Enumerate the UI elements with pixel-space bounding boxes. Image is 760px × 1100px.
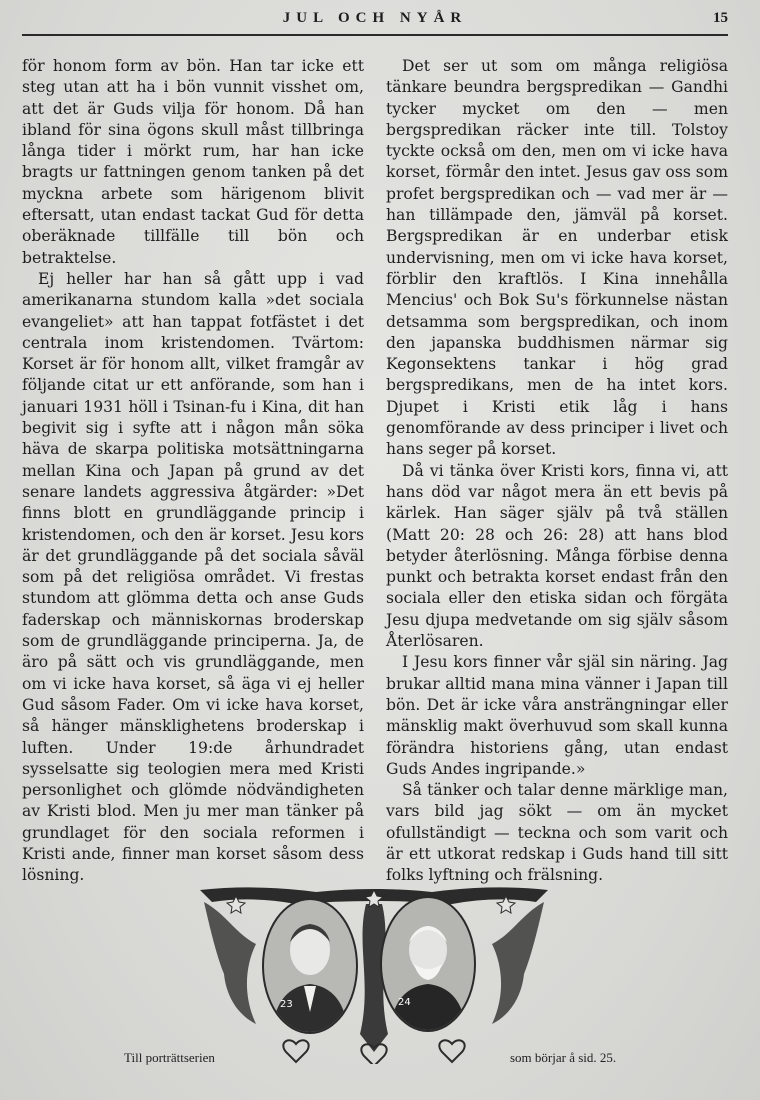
- caption-left: Till porträttserien: [124, 1050, 215, 1065]
- portrait-illustration: [196, 884, 552, 1064]
- paragraph: Då vi tänka över Kristi kors, finna vi, att hans död var något mera än ett bevis på kärlek. Han säger själv på två ställen (Matt 20: 28 och 26: 28) att hans blod betyder återlösning. Många förbise denna punkt och betrakta korset endast från den sociala eller den etiska sidan och förgäta Jesu djupa medvetande om sig själv såsom Återlösaren.: [386, 461, 728, 651]
- caption-right: som börjar å sid. 25.: [510, 1050, 617, 1065]
- paragraph: Så tänker och talar denne märklige man, vars bild jag sökt — om än mycket ofullständigt — teckna och som varit och är ett utkorat redskap i Guds hand till sitt folks lyftning och frälsning.: [386, 781, 728, 885]
- portrait-right: [380, 896, 476, 1032]
- portrait-number: 24: [398, 997, 411, 1008]
- right-column: [386, 56, 728, 887]
- ornamental-frame: [196, 884, 552, 1064]
- portrait-number: 23: [280, 999, 293, 1010]
- page-number: 15: [713, 10, 728, 26]
- running-title: JUL OCH NYÅR: [282, 10, 468, 26]
- page-header: [22, 8, 728, 36]
- left-column: [22, 56, 364, 887]
- paragraph: för honom form av bön. Han tar icke ett steg utan att ha i bön vunnit visshet om, att det är Guds vilja för honom. Då han ibland för sina ögons skull måst tillbringa långa tider i mörkt rum, har han icke bragts ur fattningen genom tanken på det myckna arbete som härigenom blivit eftersatt, utan endast tackat Gud för detta oberäknade tillfälle till bön och betraktelse.: [22, 57, 364, 267]
- portrait-left: [262, 898, 358, 1034]
- paragraph: Ej heller har han så gått upp i vad amerikanarna stundom kalla »det sociala evangeliet» att han tappat fotfästet i det centrala inom kristendomen. Tvärtom: Korset är för honom allt, vilket framgår av följande citat ur ett anförande, som han i januari 1931 höll i Tsinan-fu i Kina, dit han begivit sig i syfte att i någon mån söka häva de skarpa politiska motsättningarna mellan Kina och Japan på grund av det senare landets aggressiva åtgärder: »Det finns blott en grundläggande princip i kristendomen, och den är korset. Jesu kors är det grundläggande på det sociala såväl som på det religiösa området. Vi frestas stundom att glömma detta och anse Guds faderskap och människornas broderskap som de grundläggande principerna. Ja, de äro på sätt och vis grundläggande, men om vi icke hava korset, så äga vi ej heller Gud såsom Fader. Om vi icke hava korset, så hänger mänsklighetens broderskap i luften. Under 19:de århundradet sysselsatte sig teologien mera med Kristi personlighet och glömde nödvändigheten av Kristi blod. Men ju mer man tänker på grundlaget för den sociala reformen i Kristi ande, finner man korset såsom dess lösning.: [22, 269, 364, 885]
- paragraph: I Jesu kors finner vår själ sin näring. Jag brukar alltid mana mina vänner i Japan till bön. Det är icke våra ansträngningar eller mänsklig makt överhuvud som skall kunna förändra historiens gång, utan endast Guds Andes ingripande.»: [386, 653, 728, 778]
- paragraph: Det ser ut som om många religiösa tänkare beundra bergspredikan — Gandhi tycker mycket om den — men bergspredikan räcker inte till. Tolstoy tyckte också om den, men om vi icke hava korset, förmår den intet. Jesus gav oss som profet bergspredikan och — vad mer är — han tillämpade den, jämväl på korset. Bergspredikan är en underbar etisk undervisning, men om vi icke hava korset, förblir den kraftlös. I Kina innehålla Mencius' och Bok Su's förkunnelse nästan detsamma som bergspredikan, och inom den japanska buddhismen närmar sig Kegonsektens tankar i hög grad bergspredikans, men de ha intet kors. Djupet i Kristi etik låg i hans genomförande av dess principer i livet och hans seger på korset.: [386, 57, 728, 459]
